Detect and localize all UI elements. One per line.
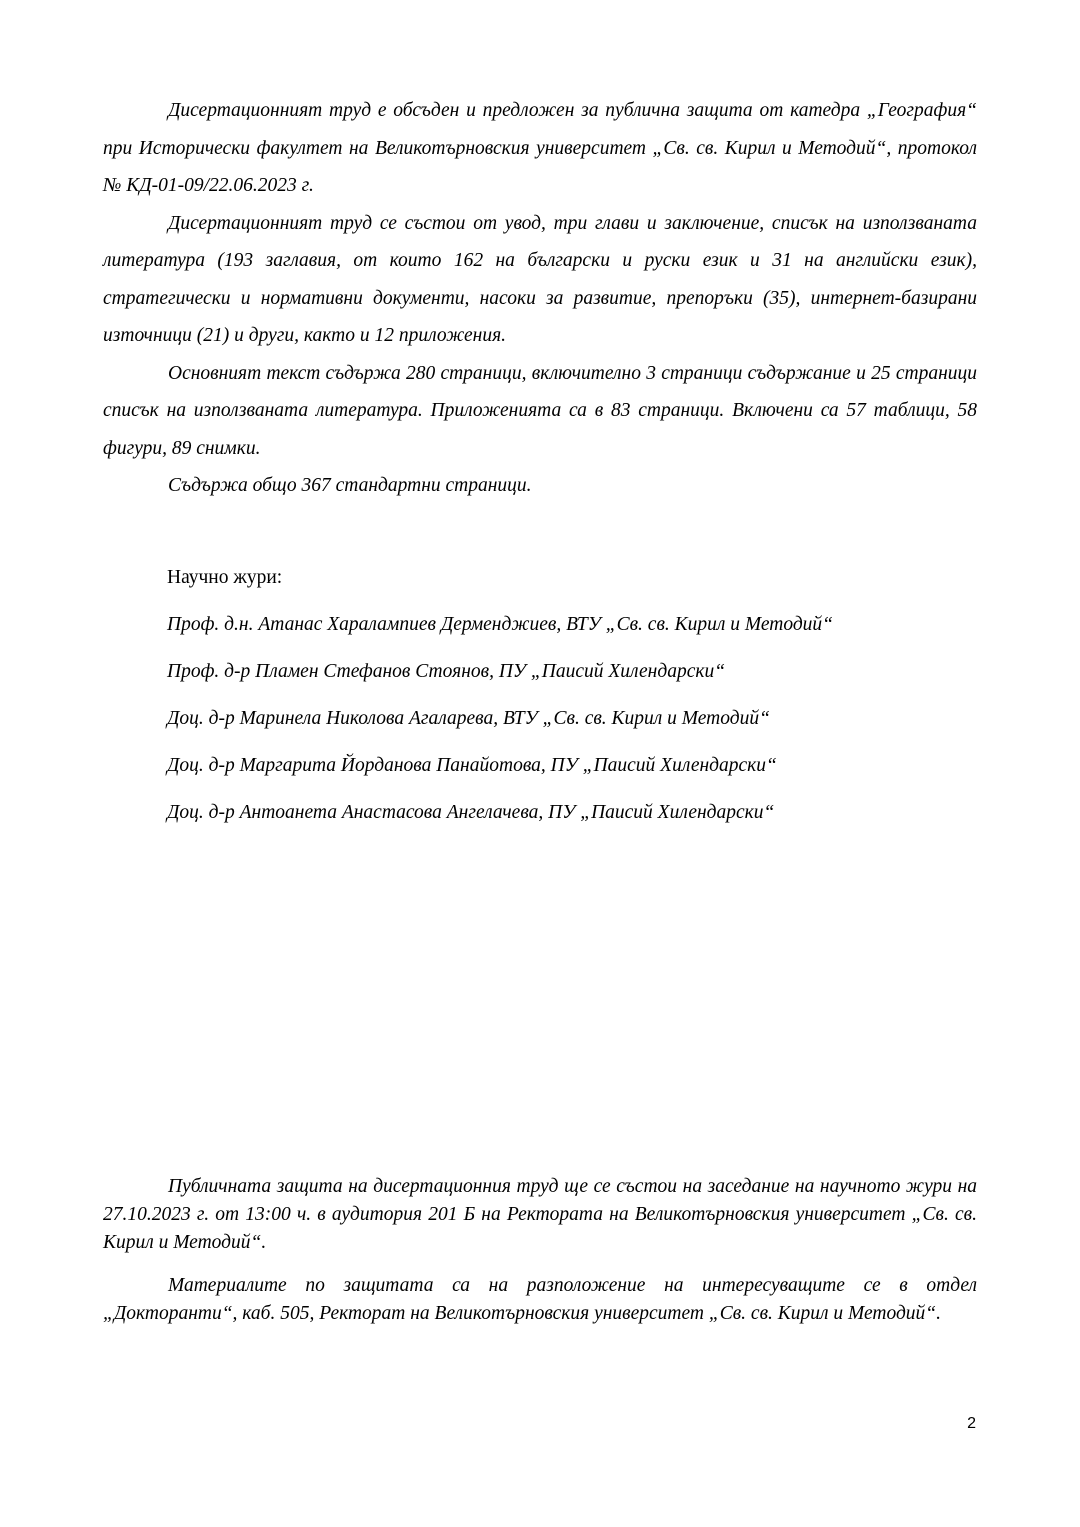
materials-availability-paragraph: Материалите по защитата са на разположение на интересуващите се в отдел „Докторанти“, каб. 505, Ректорат на Великотърновския университет „Св. св. Кирил и Методий“. — [103, 1275, 977, 1324]
defense-schedule-paragraph: Публичната защита на дисертационния труд ще се състои на заседание на научното жури на 27.10.2023 г. от 13:00 ч. в аудитория 201 Б на Ректората на Великотърновския университет „Св. св. Кирил и Методий“. — [103, 1176, 977, 1253]
jury-member: Доц. д-р Маргарита Йорданова Панайотова, ПУ „Паисий Хилендарски“ — [167, 755, 777, 776]
jury-member: Доц. д-р Антоанета Анастасова Ангелачева, ПУ „Паисий Хилендарски“ — [167, 802, 775, 823]
jury-list — [167, 609, 997, 844]
page-number: 2 — [967, 1415, 976, 1432]
jury-member: Проф. д.н. Атанас Харалампиев Дерменджиев, ВТУ „Св. св. Кирил и Методий“ — [167, 614, 834, 635]
jury-title: Научно жури: — [167, 567, 283, 588]
public-defense-info — [103, 1173, 977, 1343]
dissertation-info — [103, 92, 977, 505]
jury-member: Доц. д-р Маринела Николова Агаларева, ВТУ „Св. св. Кирил и Методий“ — [167, 708, 770, 729]
approval-paragraph: Дисертационният труд е обсъден и предложен за публична защита от катедра „География“ при Исторически факултет на Великотърновския университет „Св. св. Кирил и Методий“, протокол № КД-01-09/22.06.2023 г. — [103, 100, 977, 196]
page-count-paragraph: Основният текст съдържа 280 страници, включително 3 страници съдържание и 25 страници списък на използваната литература. Приложенията са в 83 страници. Включени са 57 таблици, 58 фигури, 89 снимки. — [103, 362, 977, 459]
scientific-jury — [167, 562, 997, 844]
total-pages-paragraph: Съдържа общо 367 стандартни страници. — [168, 475, 532, 496]
structure-paragraph: Дисертационният труд се състои от увод, три глави и заключение, списък на използваната литература (193 заглавия, от които 162 на български и руски език и 31 на английски език), стратегически и нормативни документи, насоки за развитие, препоръки (35), интернет-базирани източници (21) и други, както и 12 приложения. — [103, 212, 977, 346]
jury-member: Проф. д-р Пламен Стефанов Стоянов, ПУ „Паисий Хилендарски“ — [167, 661, 726, 682]
